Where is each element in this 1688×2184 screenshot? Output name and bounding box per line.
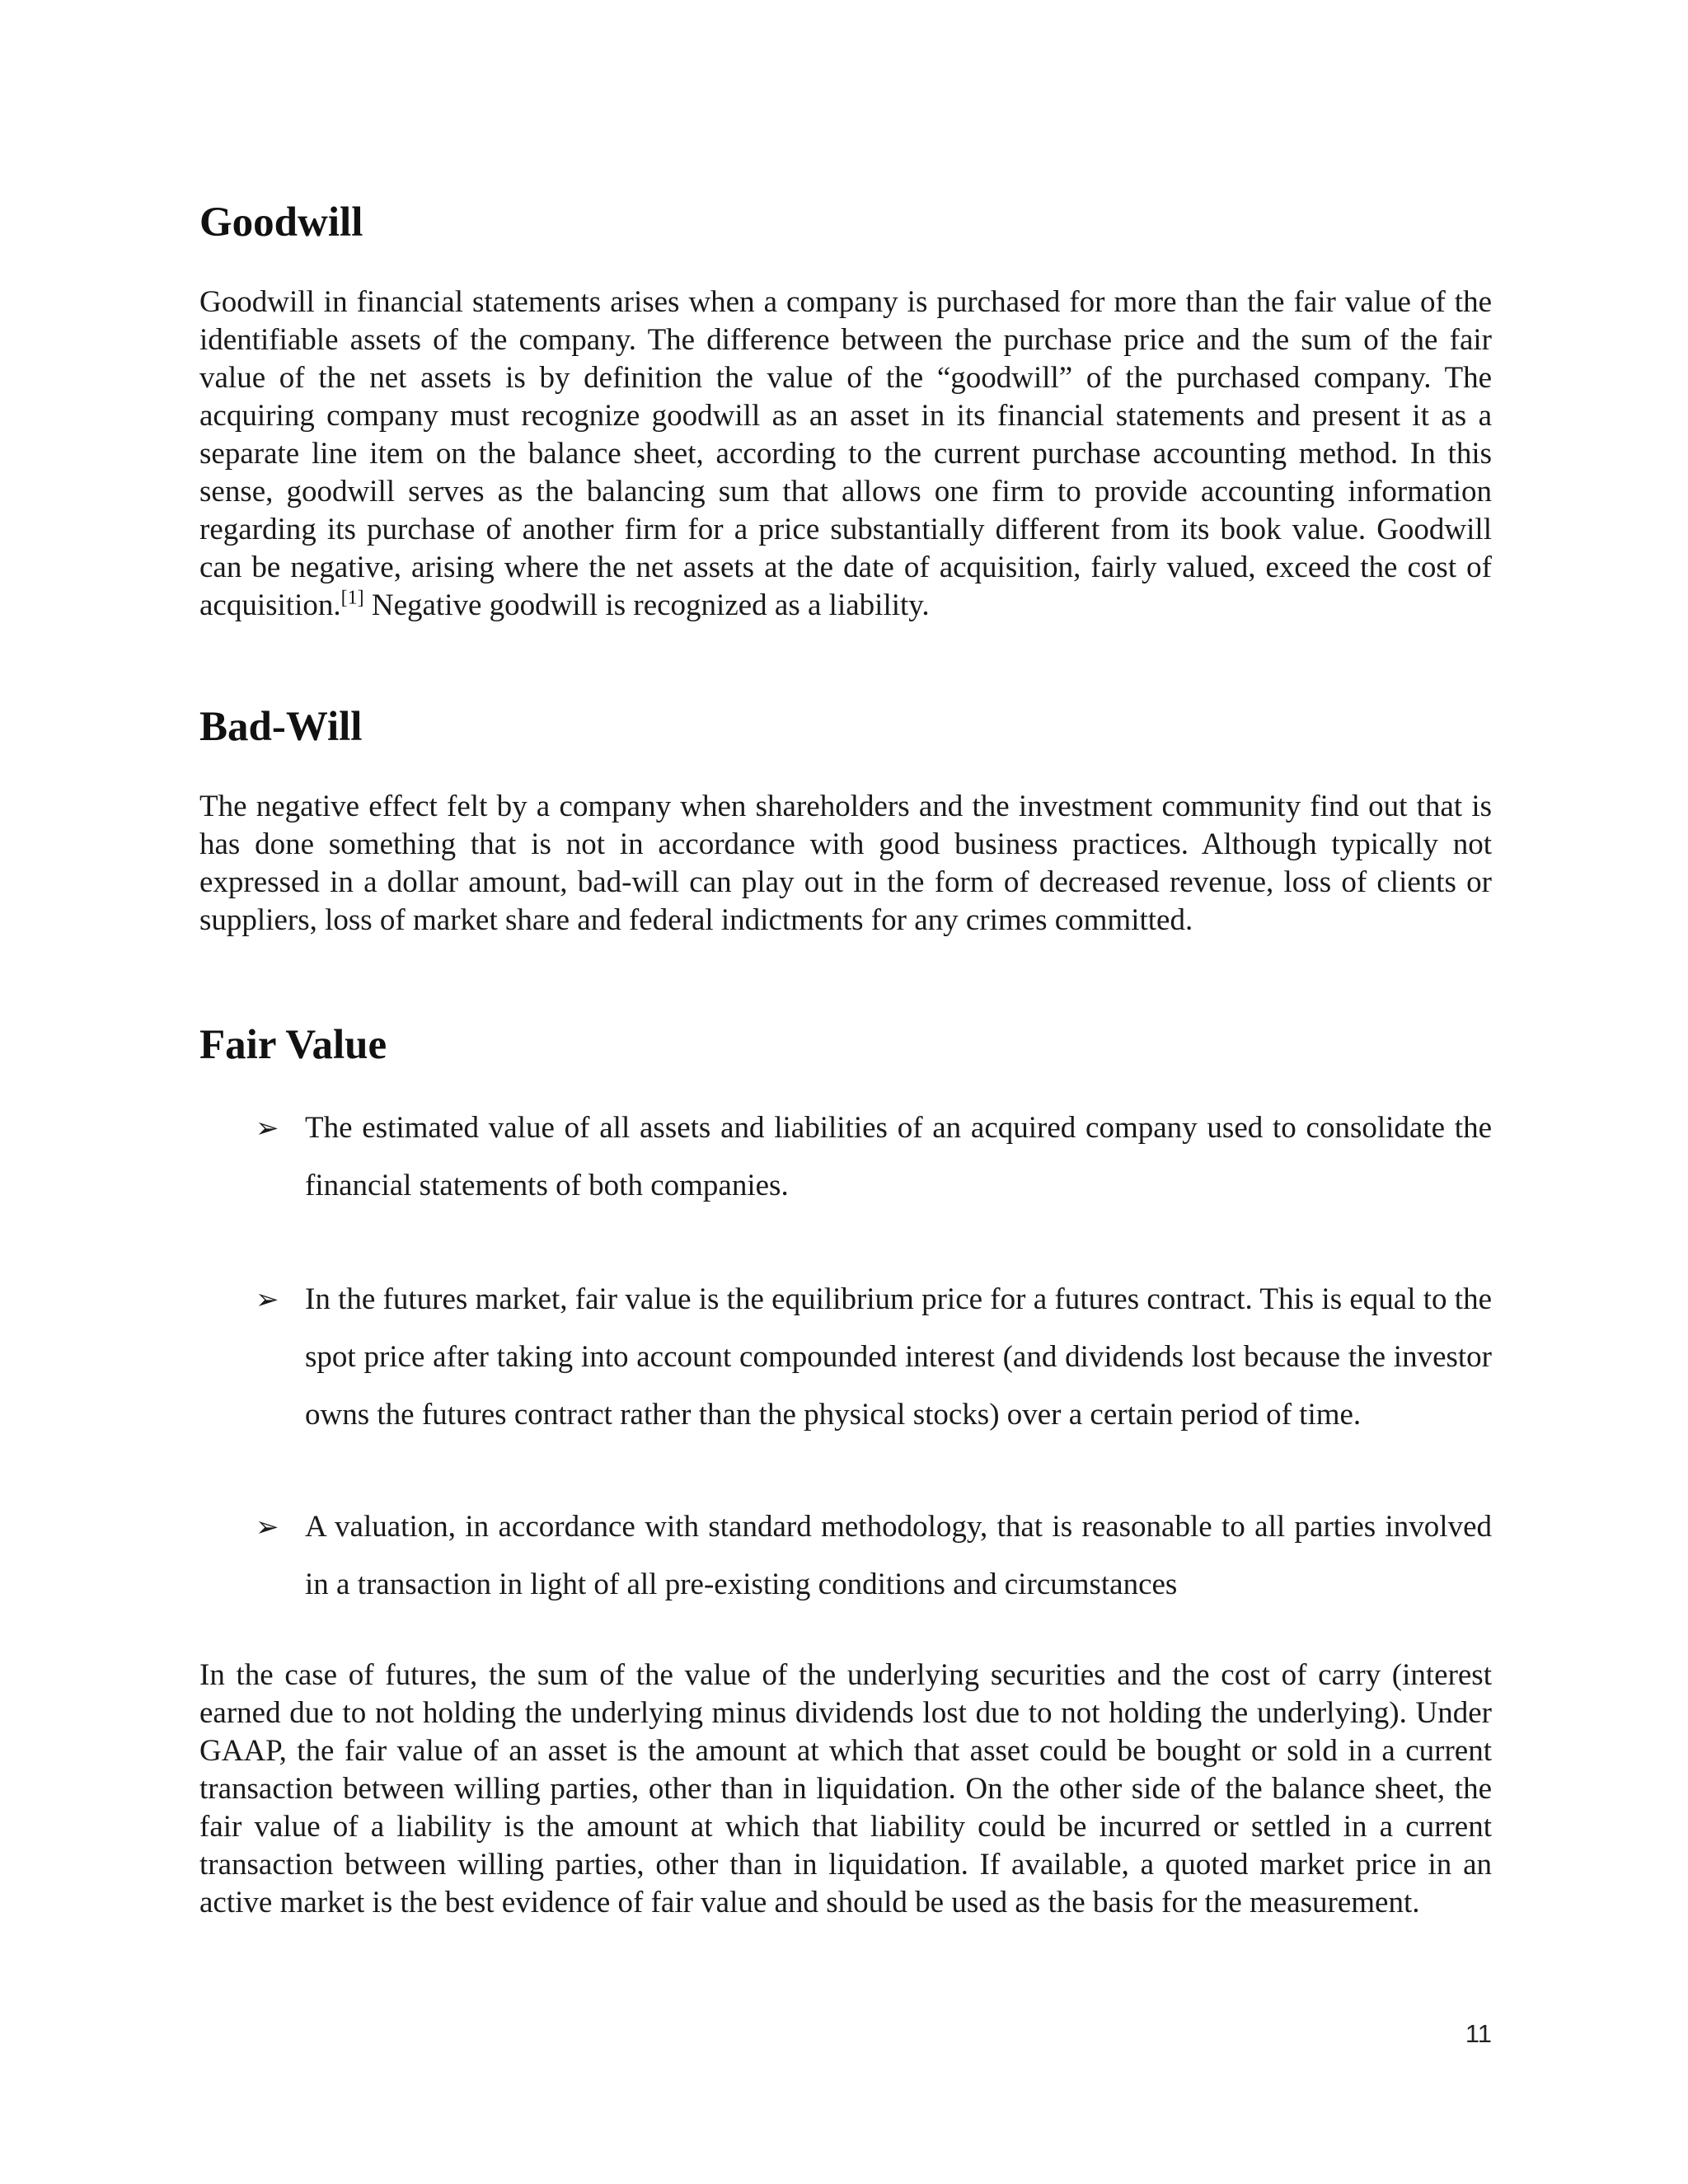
list-item — [199, 1498, 1492, 1614]
arrow-bullet-icon: ➢ — [256, 1511, 279, 1544]
page-number: 11 — [1465, 2019, 1492, 2048]
list-item — [199, 1099, 1492, 1215]
heading-badwill: Bad-Will — [199, 704, 363, 750]
list-item — [199, 1271, 1492, 1444]
goodwill-paragraph — [199, 284, 1492, 625]
heading-fair-value: Fair Value — [199, 1022, 387, 1068]
footnote-reference[interactable]: [1] — [340, 587, 364, 609]
fair-value-closing-paragraph: In the case of futures, the sum of the value of the underlying securities and the cost of carry (interest earned due to not holding the underlying minus dividends lost due to not holding the underlying). Under GAAP, the fair value of an asset is the amount at which that asset could be bought or sold in a current transaction between willing parties, other than in liquidation. On the other side of the balance sheet, the fair value of a liability is the amount at which that liability could be incurred or settled in a current transaction between willing parties, other than in liquidation. If available, a quoted market price in an active market is the best evidence of fair value and should be used as the basis for the measurement. — [199, 1658, 1492, 1919]
goodwill-text: Goodwill in financial statements arises when a company is purchased for more than the fair value of the identifiable assets of the company. The difference between the purchase price and the sum of the fair value of the net assets is by definition the value of the “goodwill” of the purchased company. The acquiring company must recognize goodwill as an asset in its financial statements and present it as a separate line item on the balance sheet, according to the current purchase accounting method. In this sense, goodwill serves as the balancing sum that allows one firm to provide accounting information regarding its purchase of another firm for a price substantially different from its book value. Goodwill can be negative, arising where the net assets at the date of acquisition, fairly valued, exceed the cost of acquisition. — [199, 285, 1492, 622]
goodwill-text-end: Negative goodwill is recognized as a liability. — [363, 588, 930, 622]
arrow-bullet-icon: ➢ — [256, 1283, 279, 1316]
bullet-text: A valuation, in accordance with standard methodology, that is reasonable to all parties involved in a transaction in light of all pre-existing conditions and circumstances — [305, 1510, 1492, 1601]
badwill-paragraph: The negative effect felt by a company when shareholders and the investment community find out that is has done something that is not in accordance with good business practices. Although typically not expressed in a dollar amount, bad-will can play out in the form of decreased revenue, loss of clients or suppliers, loss of market share and federal indictments for any crimes committed. — [199, 790, 1492, 937]
heading-goodwill: Goodwill — [199, 199, 363, 246]
arrow-bullet-icon: ➢ — [256, 1112, 279, 1145]
bullet-text: In the futures market, fair value is the equilibrium price for a futures contract. This is equal to the spot price after taking into account compounded interest (and dividends lost because the investor owns the futures contract rather than the physical stocks) over a certain period of time. — [305, 1282, 1492, 1432]
bullet-text: The estimated value of all assets and liabilities of an acquired company used to consolidate the financial statements of both companies. — [305, 1111, 1492, 1202]
